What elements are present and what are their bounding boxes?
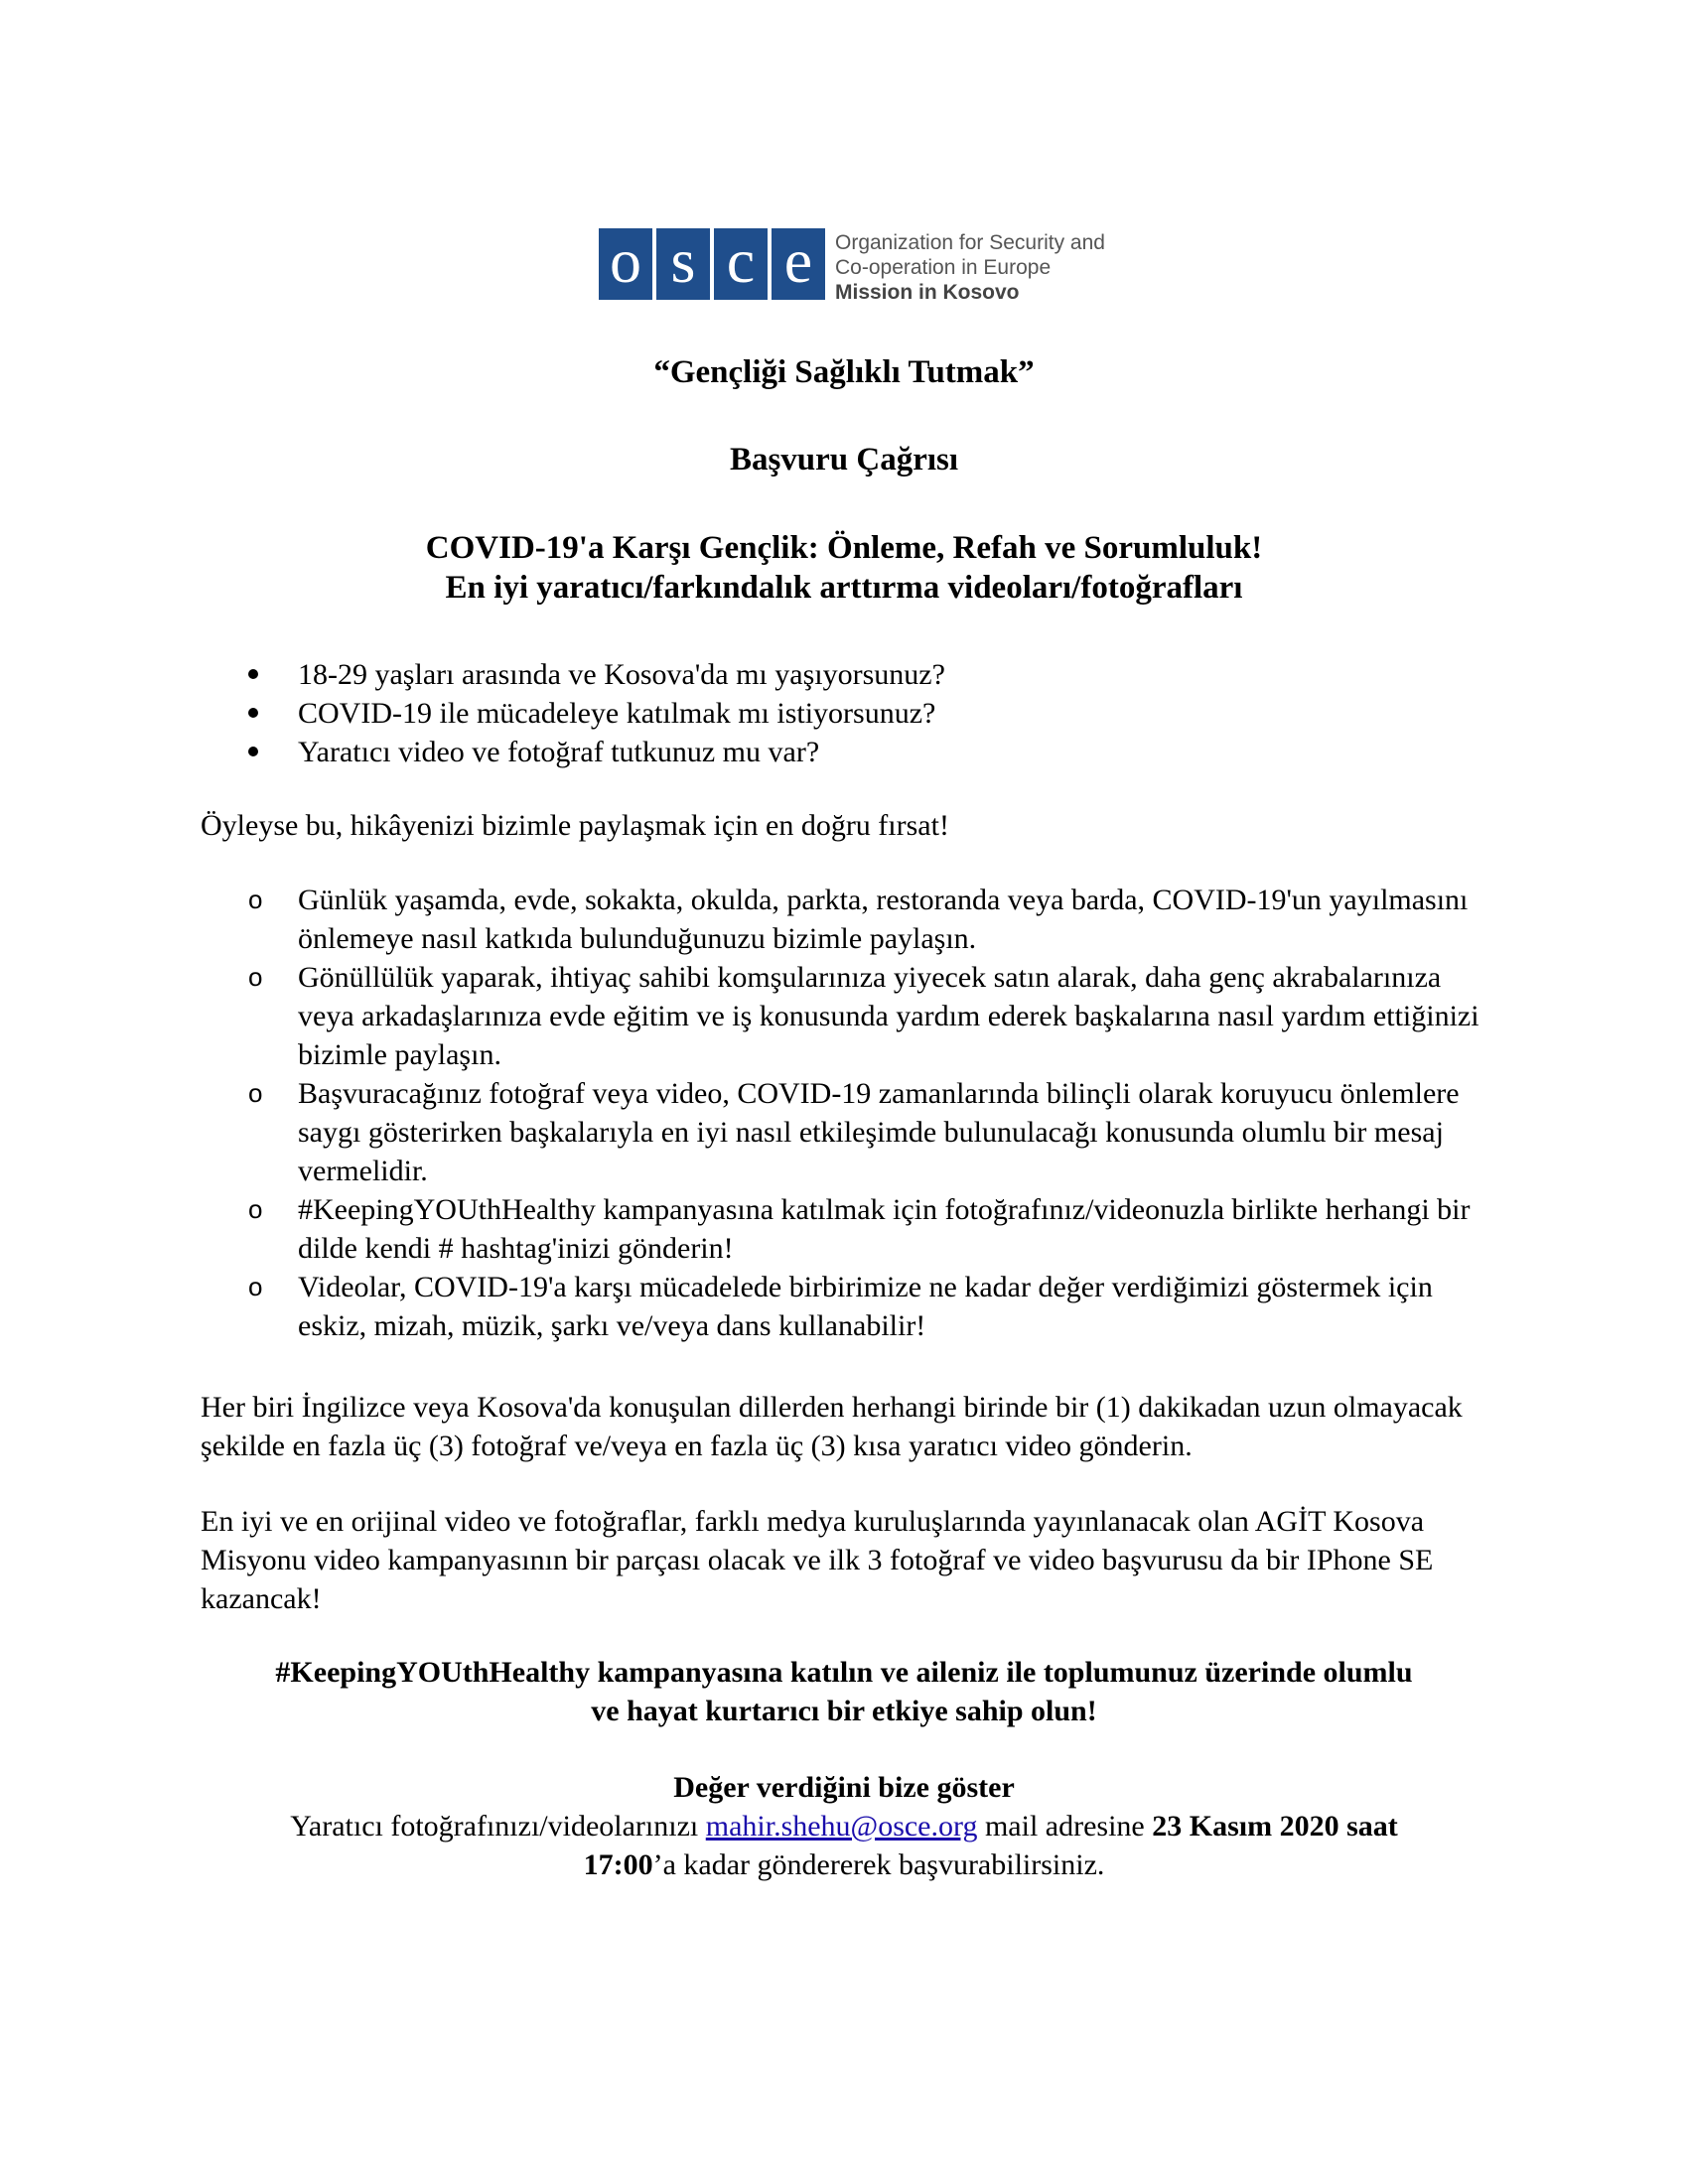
apply-text: [199, 1807, 1489, 1845]
list-item: [242, 958, 1493, 1074]
logo-letter: o: [599, 228, 652, 300]
apply-section: [199, 1768, 1489, 1884]
list-item-text: Günlük yaşamda, evde, sokakta, okulda, parkta, restoranda veya barda, COVID-19'un yayılmasını önlemeye nasıl katkıda bulunduğunuzu bizimle paylaşın.: [298, 884, 1469, 955]
logo-letter: e: [772, 228, 825, 300]
list-item-text: Videolar, COVID-19'a karşı mücadelede birbirimize ne kadar değer verdiğimizi göstermek için eskiz, mizah, müzik, şarkı ve/veya dans kullanabilir!: [298, 1271, 1433, 1342]
list-item-text: #KeepingYOUthHealthy kampanyasına katılmak için fotoğrafınız/videonuzla birlikte herhangi bir dilde kendi # hashtag'inizi gönderin!: [298, 1193, 1471, 1265]
deadline-date: 23 Kasım 2020 saat: [1152, 1810, 1398, 1843]
list-item: [242, 733, 1493, 771]
osce-logo: [599, 225, 1105, 305]
apply-prefix: Yaratıcı fotoğrafınızı/videolarınızı: [290, 1810, 706, 1843]
list-item: [242, 1074, 1493, 1190]
submission-rules-paragraph: Her biri İngilizce veya Kosova'da konuşulan dillerden herhangi birinde bir (1) dakikadan uzun olmayacak şekilde en fazla üç (3) fotoğraf ve/veya en fazla üç (3) kısa yaratıcı video gönderin.: [201, 1391, 1463, 1462]
email-link[interactable]: mahir.shehu@osce.org: [705, 1810, 978, 1843]
deadline-time: 17:00: [583, 1848, 653, 1881]
subtitle-line-2: En iyi yaratıcı/farkındalık arttırma videoları/fotoğrafları: [445, 570, 1243, 606]
logo-text: [835, 230, 1105, 305]
list-item-text: Başvuracağınız fotoğraf veya video, COVID-19 zamanlarında bilinçli olarak koruyucu önlemlere saygı gösterirken başkalarıyla en iyi nasıl etkileşimde bulunulacağı konusunda olumlu bir mesaj vermelidir.: [298, 1077, 1460, 1187]
logo-letter: s: [656, 228, 710, 300]
options-list: [242, 881, 1493, 1345]
apply-text-line-2: [199, 1845, 1489, 1884]
circle-bullet-icon: o: [248, 962, 263, 992]
list-item: [242, 694, 1493, 733]
subtitle-line-1: COVID-19'a Karşı Gençlik: Önleme, Refah ve Sorumluluk!: [425, 530, 1263, 566]
join-line-2: ve hayat kurtarıcı bir etkiye sahip olun!: [591, 1695, 1097, 1727]
apply-title: Değer verdiğini bize göster: [673, 1771, 1015, 1804]
circle-bullet-icon: o: [248, 1194, 263, 1224]
logo-letter: c: [714, 228, 768, 300]
join-line-1: #KeepingYOUthHealthy kampanyasına katılın ve aileniz ile toplumunuz üzerinde olumlu: [275, 1656, 1413, 1689]
bullet-icon: [248, 708, 258, 718]
prize-paragraph: En iyi ve en orijinal video ve fotoğraflar, farklı medya kuruluşlarında yayınlanacak olan AGİT Kosova Misyonu video kampanyasının bir parçası olacak ve ilk 3 fotoğraf ve video başvurusu da bir IPhone SE kazancak!: [201, 1505, 1434, 1615]
list-item: [242, 881, 1493, 958]
apply-middle: mail adresine: [977, 1810, 1153, 1843]
circle-bullet-icon: o: [248, 885, 263, 914]
list-item: [242, 1268, 1493, 1345]
page-title: “Gençliği Sağlıklı Tutmak”: [653, 354, 1035, 390]
list-item-text: Yaratıcı video ve fotoğraf tutkunuz mu var?: [298, 736, 820, 768]
circle-bullet-icon: o: [248, 1272, 263, 1301]
bullet-icon: [248, 747, 258, 756]
logo-line-3: Mission in Kosovo: [835, 281, 1020, 304]
list-item: [242, 655, 1493, 694]
logo-letters: [599, 225, 825, 300]
logo-line-1: Organization for Security and: [835, 231, 1105, 254]
list-item: [242, 1190, 1493, 1268]
eligibility-list: [242, 655, 1493, 771]
subtitle: [199, 528, 1489, 608]
list-item-text: Gönüllülük yaparak, ihtiyaç sahibi komşularınıza yiyecek satın alarak, daha genç akrabalarınıza veya arkadaşlarınıza evde eğitim ve iş konusunda yardım ederek başkalarına nasıl yardım ettiğinizi bizimle paylaşın.: [298, 961, 1479, 1071]
list-item-text: 18-29 yaşları arasında ve Kosova'da mı yaşıyorsunuz?: [298, 658, 945, 691]
intro-paragraph: Öyleyse bu, hikâyenizi bizimle paylaşmak için en doğru fırsat!: [201, 809, 949, 842]
circle-bullet-icon: o: [248, 1078, 263, 1108]
call-heading: Başvuru Çağrısı: [729, 442, 959, 478]
logo-line-2: Co-operation in Europe: [835, 256, 1052, 279]
join-campaign-text: [199, 1653, 1489, 1730]
list-item-text: COVID-19 ile mücadeleye katılmak mı istiyorsunuz?: [298, 697, 936, 730]
apply-suffix: ’a kadar göndererek başvurabilirsiniz.: [652, 1848, 1105, 1881]
bullet-icon: [248, 669, 258, 679]
